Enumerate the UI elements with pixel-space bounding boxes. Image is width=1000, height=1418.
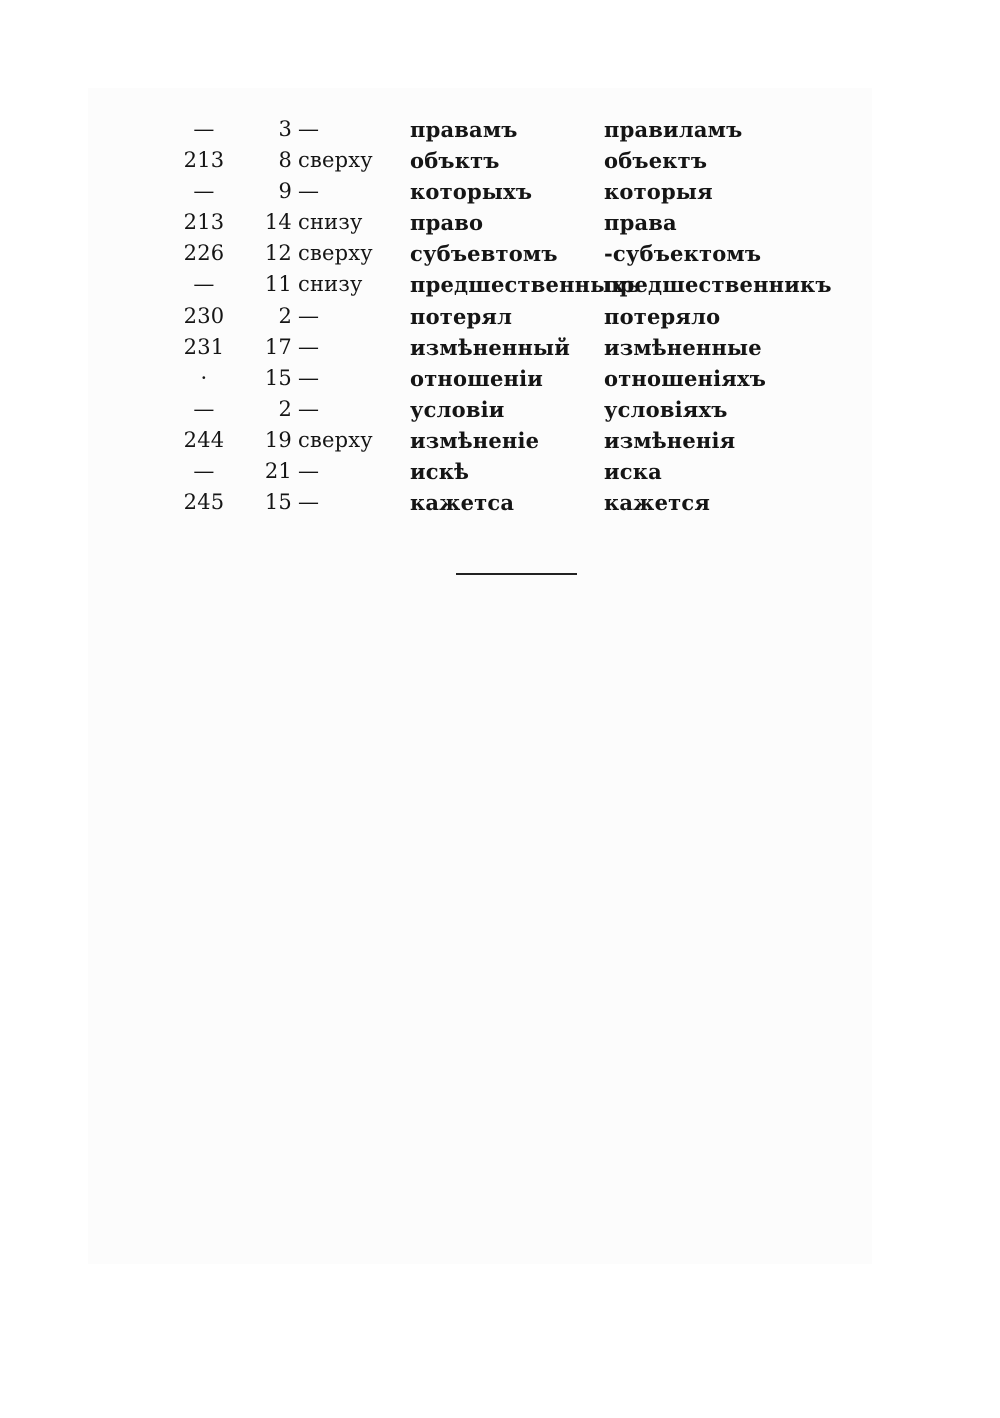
line-position: — (298, 396, 320, 421)
errata-row (0, 176, 1000, 207)
errata-row (0, 487, 1000, 518)
line-number: 12 (264, 241, 292, 266)
page-number: 244 (183, 427, 225, 452)
printed-text: отношеніи (410, 365, 544, 391)
line-position: — (298, 303, 320, 328)
printed-text: измѣненный (410, 334, 571, 360)
printed-text: которыхъ (410, 179, 533, 205)
page-number: 226 (183, 241, 225, 266)
line-number: 3 (278, 117, 292, 141)
printed-text: искѣ (410, 459, 470, 485)
corrected-text: иска (604, 459, 662, 485)
line-position: — (298, 179, 320, 204)
errata-table (0, 114, 1000, 518)
line-position: — (298, 365, 320, 390)
page-number: — (193, 117, 215, 141)
corrected-text: измѣненія (604, 427, 736, 453)
page-number: 213 (183, 148, 225, 173)
line-number: 9 (278, 179, 292, 204)
corrected-text: условіяхъ (604, 396, 728, 422)
page-number: — (193, 179, 215, 204)
line-number: 19 (264, 427, 292, 452)
page-number: — (193, 459, 215, 484)
corrected-text: правиламъ (604, 117, 743, 142)
line-number: 21 (264, 459, 292, 484)
line-number: 2 (278, 303, 292, 328)
corrected-text: которыя (604, 179, 713, 205)
errata-row (0, 363, 1000, 394)
page-number: 231 (183, 334, 225, 359)
errata-row (0, 145, 1000, 176)
line-number: 8 (278, 148, 292, 173)
line-position: — (298, 459, 320, 484)
printed-text: объктъ (410, 148, 500, 174)
page-number: — (193, 396, 215, 421)
line-number: 15 (264, 365, 292, 390)
errata-row (0, 207, 1000, 238)
page-number: 245 (183, 490, 225, 515)
line-number: 2 (278, 396, 292, 421)
line-position: сверху (298, 427, 373, 452)
errata-row (0, 332, 1000, 363)
errata-row (0, 456, 1000, 487)
line-number: 17 (264, 334, 292, 359)
line-position: — (298, 334, 320, 359)
line-position: снизу (298, 272, 363, 297)
printed-text: субъевтомъ (410, 241, 558, 267)
corrected-text: кажется (604, 490, 711, 516)
line-position: сверху (298, 148, 373, 173)
line-position: — (298, 490, 320, 515)
closing-rule (456, 573, 577, 575)
line-number: 11 (264, 272, 292, 297)
printed-text: предшественныхъ (410, 272, 641, 298)
printed-text: потерял (410, 303, 513, 329)
printed-text: кажетса (410, 490, 515, 516)
errata-row (0, 394, 1000, 425)
corrected-text: измѣненные (604, 334, 762, 360)
errata-row (0, 269, 1000, 300)
corrected-text: -субъектомъ (604, 241, 762, 267)
errata-row (0, 238, 1000, 269)
printed-text: правамъ (410, 117, 518, 142)
line-number: 14 (264, 210, 292, 235)
corrected-text: предшественникъ (604, 272, 832, 298)
corrected-text: объектъ (604, 148, 708, 174)
errata-row (0, 301, 1000, 332)
page-number: 213 (183, 210, 225, 235)
corrected-text: права (604, 210, 677, 236)
page-number: 230 (183, 303, 225, 328)
printed-text: условіи (410, 396, 505, 422)
corrected-text: потеряло (604, 303, 721, 329)
page-number: · (200, 365, 208, 390)
line-position: снизу (298, 210, 363, 235)
printed-text: измѣненіе (410, 427, 540, 453)
errata-row (0, 114, 1000, 145)
corrected-text: отношеніяхъ (604, 365, 767, 391)
line-number: 15 (264, 490, 292, 515)
printed-text: право (410, 210, 484, 236)
line-position: — (298, 117, 320, 141)
errata-row (0, 425, 1000, 456)
page-number: — (193, 272, 215, 297)
line-position: сверху (298, 241, 373, 266)
